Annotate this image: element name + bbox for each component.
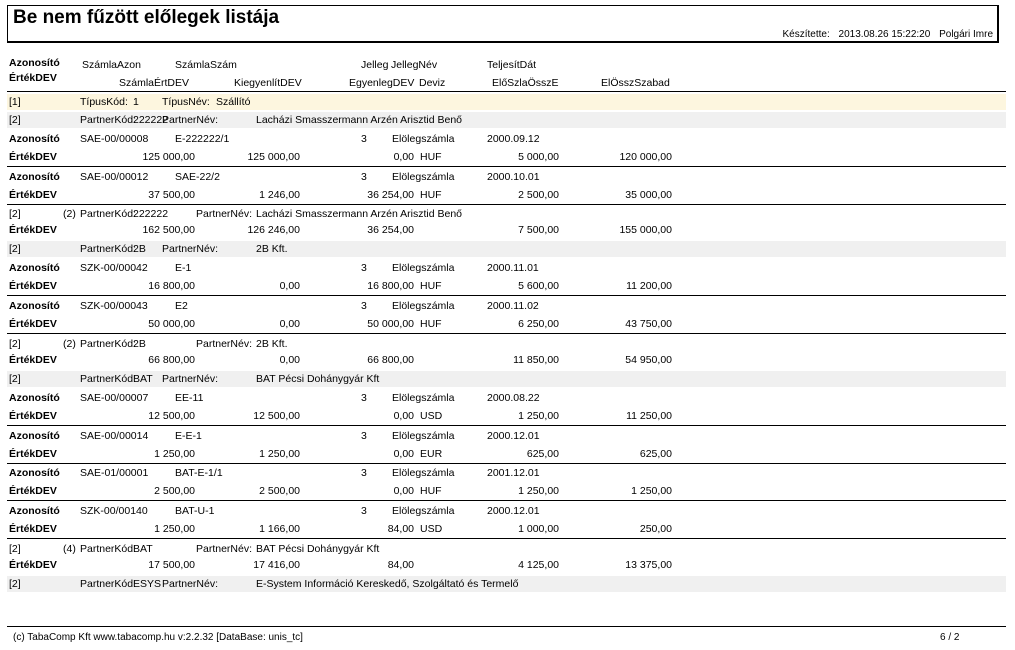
col-header-szamlaazon: SzámlaAzon bbox=[82, 59, 141, 71]
invoice-value: 1 250,00 bbox=[154, 522, 195, 535]
fulfilment-date: 2000.08.22 bbox=[487, 391, 540, 404]
invoice-value: 1 250,00 bbox=[154, 447, 195, 460]
type-name: Elölegszámla bbox=[392, 300, 455, 313]
subtotal-balance-value: 84,00 bbox=[387, 558, 414, 571]
row-separator bbox=[7, 295, 1006, 296]
subtotal-name-label: PartnerNév: bbox=[196, 542, 253, 555]
subtotal-name-label: PartnerNév: bbox=[196, 337, 253, 350]
invoice-id: SZK-00/00042 bbox=[80, 262, 148, 275]
balance-value: 16 800,00 bbox=[367, 280, 414, 293]
currency: HUF bbox=[420, 485, 442, 498]
advance-total: 1 000,00 bbox=[518, 522, 559, 535]
free-amount: 11 250,00 bbox=[626, 409, 672, 422]
group-name-value: 2B Kft. bbox=[256, 243, 288, 256]
type-code: 3 bbox=[361, 504, 367, 517]
group-header-band bbox=[7, 94, 1006, 110]
invoice-id: SAE-00/00008 bbox=[80, 133, 149, 145]
free-amount: 625,00 bbox=[639, 447, 672, 460]
row-label-azonosito: Azonosító bbox=[9, 429, 60, 442]
subtotal-balance-value: 66 800,00 bbox=[367, 353, 414, 366]
advance-total: 5 000,00 bbox=[518, 151, 559, 163]
subtotal-advance-total: 7 500,00 bbox=[518, 224, 559, 237]
group-key-label: PartnerKód: bbox=[80, 372, 137, 385]
row-separator bbox=[7, 425, 1006, 426]
created-by: Polgári Imre bbox=[939, 29, 993, 40]
subtotal-level: [2] bbox=[9, 542, 21, 555]
type-name: Elölegszámla bbox=[392, 133, 455, 145]
group-key-value: 1 bbox=[133, 96, 139, 108]
col-header-jelleg: Jelleg bbox=[361, 59, 389, 71]
type-code: 3 bbox=[361, 262, 367, 275]
balance-value: 0,00 bbox=[393, 485, 414, 498]
col-header-jellegnev: JellegNév bbox=[391, 59, 438, 71]
subtotal-settled-value: 0,00 bbox=[279, 353, 300, 366]
row-label-azonosito: Azonosító bbox=[9, 170, 60, 183]
subtotal-invoice-value: 162 500,00 bbox=[142, 224, 195, 237]
settled-value: 1 166,00 bbox=[259, 522, 300, 535]
invoice-value: 12 500,00 bbox=[148, 409, 195, 422]
row-label-ertekdev: ÉrtékDEV bbox=[9, 280, 57, 293]
subtotal-settled-value: 126 246,00 bbox=[247, 224, 300, 237]
invoice-number: SAE-22/2 bbox=[175, 170, 220, 183]
subtotal-label-ertekdev: ÉrtékDEV bbox=[9, 353, 57, 366]
col-header-szamlaszam: SzámlaSzám bbox=[175, 59, 237, 71]
subtotal-invoice-value: 66 800,00 bbox=[148, 353, 195, 366]
col-header-deviz: Deviz bbox=[419, 77, 446, 89]
group-key-value: 222222 bbox=[133, 114, 169, 126]
advance-total: 5 600,00 bbox=[518, 280, 559, 293]
settled-value: 0,00 bbox=[279, 280, 300, 293]
currency: HUF bbox=[420, 280, 442, 293]
group-name-label: PartnerNév: bbox=[162, 372, 219, 385]
type-name: Elölegszámla bbox=[392, 504, 455, 517]
subtotal-count: (4) bbox=[63, 542, 76, 555]
partner-header-band bbox=[7, 241, 1006, 257]
created-label: Készítette: bbox=[782, 29, 830, 40]
row-label-azonosito: Azonosító bbox=[9, 467, 60, 480]
fulfilment-date: 2000.09.12 bbox=[487, 133, 540, 145]
partner-header-band bbox=[7, 371, 1006, 387]
group-level: [2] bbox=[9, 372, 21, 385]
group-name-value: Lacházi Smasszermann Arzén Arisztid Benő bbox=[256, 114, 463, 126]
subtotal-key-label: PartnerKód: bbox=[80, 208, 137, 221]
subtotal-free-amount: 54 950,00 bbox=[625, 353, 672, 366]
advance-total: 625,00 bbox=[526, 447, 559, 460]
invoice-id: SZK-00/00140 bbox=[80, 504, 148, 517]
type-code: 3 bbox=[361, 133, 367, 145]
subtotal-count: (2) bbox=[63, 337, 76, 350]
settled-value: 1 246,00 bbox=[259, 188, 300, 201]
type-name: Elölegszámla bbox=[392, 429, 455, 442]
invoice-value: 37 500,00 bbox=[148, 188, 195, 201]
fulfilment-date: 2001.12.01 bbox=[487, 467, 540, 480]
group-level: [1] bbox=[9, 96, 21, 108]
currency: HUF bbox=[420, 318, 442, 331]
subtotal-name-label: PartnerNév: bbox=[196, 208, 253, 221]
balance-value: 0,00 bbox=[393, 409, 414, 422]
row-label-azonosito: Azonosító bbox=[9, 391, 60, 404]
group-key-label: PartnerKód: bbox=[80, 114, 137, 126]
advance-total: 1 250,00 bbox=[518, 485, 559, 498]
group-name-value: E-System Információ Kereskedő, Szolgáltató és Termelő bbox=[256, 577, 519, 590]
subtotal-invoice-value: 17 500,00 bbox=[148, 558, 195, 571]
advance-total: 6 250,00 bbox=[518, 318, 559, 331]
row-separator bbox=[7, 333, 1006, 334]
settled-value: 1 250,00 bbox=[259, 447, 300, 460]
invoice-number: E2 bbox=[175, 300, 188, 313]
group-name-label: PartnerNév: bbox=[162, 243, 219, 256]
header-separator bbox=[7, 91, 1006, 92]
type-name: Elölegszámla bbox=[392, 262, 455, 275]
subtotal-level: [2] bbox=[9, 208, 21, 221]
invoice-number: BAT-E-1/1 bbox=[175, 467, 223, 480]
col-header-egyenlegdev: EgyenlegDEV bbox=[349, 77, 415, 89]
row-label-ertekdev: ÉrtékDEV bbox=[9, 188, 57, 201]
invoice-id: SAE-00/00014 bbox=[80, 429, 149, 442]
invoice-number: E-222222/1 bbox=[175, 133, 230, 145]
advance-total: 1 250,00 bbox=[518, 409, 559, 422]
col-header-azonosito: Azonosító bbox=[9, 57, 60, 69]
advance-total: 2 500,00 bbox=[518, 188, 559, 201]
type-code: 3 bbox=[361, 170, 367, 183]
group-level: [2] bbox=[9, 243, 21, 256]
invoice-value: 2 500,00 bbox=[154, 485, 195, 498]
subtotal-key-value: 222222 bbox=[133, 208, 169, 221]
invoice-id: SAE-00/00012 bbox=[80, 170, 149, 183]
free-amount: 35 000,00 bbox=[625, 188, 672, 201]
subtotal-name-value: 2B Kft. bbox=[256, 337, 288, 350]
subtotal-free-amount: 155 000,00 bbox=[619, 224, 672, 237]
type-name: Elölegszámla bbox=[392, 170, 455, 183]
free-amount: 250,00 bbox=[639, 522, 672, 535]
balance-value: 84,00 bbox=[387, 522, 414, 535]
row-label-ertekdev: ÉrtékDEV bbox=[9, 409, 57, 422]
row-separator bbox=[7, 463, 1006, 464]
type-code: 3 bbox=[361, 391, 367, 404]
footer-separator bbox=[7, 626, 1006, 627]
type-name: Elölegszámla bbox=[392, 391, 455, 404]
currency: HUF bbox=[420, 188, 442, 201]
settled-value: 125 000,00 bbox=[247, 151, 300, 163]
invoice-value: 125 000,00 bbox=[142, 151, 195, 163]
subtotal-key-label: PartnerKód: bbox=[80, 542, 137, 555]
invoice-value: 16 800,00 bbox=[148, 280, 195, 293]
subtotal-free-amount: 13 375,00 bbox=[625, 558, 672, 571]
group-name-label: TípusNév: bbox=[162, 96, 210, 108]
group-name-label: PartnerNév: bbox=[162, 577, 219, 590]
group-level: [2] bbox=[9, 577, 21, 590]
group-key-label: TípusKód: bbox=[80, 96, 128, 108]
footer-copyright: (c) TabaComp Kft www.tabacomp.hu v:2.2.32 [DataBase: unis_tc] bbox=[13, 632, 303, 643]
group-name-value: BAT Pécsi Dohánygyár Kft bbox=[256, 372, 380, 385]
type-code: 3 bbox=[361, 467, 367, 480]
free-amount: 11 200,00 bbox=[626, 280, 672, 293]
row-label-ertekdev: ÉrtékDEV bbox=[9, 485, 57, 498]
settled-value: 12 500,00 bbox=[253, 409, 300, 422]
settled-value: 0,00 bbox=[279, 318, 300, 331]
invoice-value: 50 000,00 bbox=[148, 318, 195, 331]
row-label-azonosito: Azonosító bbox=[9, 133, 60, 145]
free-amount: 120 000,00 bbox=[619, 151, 672, 163]
group-key-label: PartnerKód: bbox=[80, 243, 137, 256]
fulfilment-date: 2000.10.01 bbox=[487, 170, 540, 183]
row-separator bbox=[7, 166, 1006, 167]
fulfilment-date: 2000.11.01 bbox=[487, 262, 539, 275]
row-separator bbox=[7, 538, 1006, 539]
row-label-ertekdev: ÉrtékDEV bbox=[9, 447, 57, 460]
group-key-value: 2B bbox=[133, 243, 146, 256]
invoice-id: SAE-00/00007 bbox=[80, 391, 149, 404]
currency: USD bbox=[420, 522, 443, 535]
subtotal-advance-total: 4 125,00 bbox=[518, 558, 559, 571]
type-name: Elölegszámla bbox=[392, 467, 455, 480]
invoice-id: SAE-01/00001 bbox=[80, 467, 149, 480]
type-code: 3 bbox=[361, 429, 367, 442]
balance-value: 0,00 bbox=[393, 447, 414, 460]
group-key-label: PartnerKód: bbox=[80, 577, 137, 590]
group-name-label: PartnerNév: bbox=[162, 114, 219, 126]
invoice-number: EE-11 bbox=[175, 391, 204, 404]
group-key-value: ESYS bbox=[133, 577, 162, 590]
row-label-azonosito: Azonosító bbox=[9, 504, 60, 517]
subtotal-label-ertekdev: ÉrtékDEV bbox=[9, 558, 57, 571]
fulfilment-date: 2000.12.01 bbox=[487, 504, 540, 517]
invoice-number: BAT-U-1 bbox=[175, 504, 215, 517]
row-separator bbox=[7, 204, 1006, 205]
report-stamp bbox=[777, 29, 993, 40]
subtotal-name-value: Lacházi Smasszermann Arzén Arisztid Benő bbox=[256, 208, 463, 221]
subtotal-label-ertekdev: ÉrtékDEV bbox=[9, 224, 57, 237]
row-label-ertekdev: ÉrtékDEV bbox=[9, 522, 57, 535]
row-label-ertekdev: ÉrtékDEV bbox=[9, 151, 57, 163]
col-header-eloszlaossze: ElőSzlaÖsszE bbox=[492, 77, 559, 89]
free-amount: 43 750,00 bbox=[625, 318, 672, 331]
col-header-szamlaertdev: SzámlaÉrtDEV bbox=[119, 77, 190, 89]
subtotal-key-label: PartnerKód: bbox=[80, 337, 137, 350]
created-at: 2013.08.26 15:22:20 bbox=[838, 29, 931, 40]
currency: EUR bbox=[420, 447, 443, 460]
invoice-number: E-E-1 bbox=[175, 429, 202, 442]
row-separator bbox=[7, 500, 1006, 501]
row-label-azonosito: Azonosító bbox=[9, 262, 60, 275]
fulfilment-date: 2000.12.01 bbox=[487, 429, 540, 442]
group-level: [2] bbox=[9, 114, 21, 126]
subtotal-key-value: 2B bbox=[133, 337, 146, 350]
free-amount: 1 250,00 bbox=[631, 485, 672, 498]
group-name-value: Szállító bbox=[216, 96, 251, 108]
invoice-id: SZK-00/00043 bbox=[80, 300, 148, 313]
subtotal-name-value: BAT Pécsi Dohánygyár Kft bbox=[256, 542, 380, 555]
fulfilment-date: 2000.11.02 bbox=[487, 300, 539, 313]
row-label-ertekdev: ÉrtékDEV bbox=[9, 318, 57, 331]
invoice-number: E-1 bbox=[175, 262, 192, 275]
col-header-ertekdev: ÉrtékDEV bbox=[9, 72, 57, 84]
type-code: 3 bbox=[361, 300, 367, 313]
row-label-azonosito: Azonosító bbox=[9, 300, 60, 313]
col-header-kiegyenlitdev: KiegyenlítDEV bbox=[234, 77, 302, 89]
subtotal-advance-total: 11 850,00 bbox=[513, 353, 559, 366]
subtotal-count: (2) bbox=[63, 208, 76, 221]
subtotal-balance-value: 36 254,00 bbox=[367, 224, 414, 237]
settled-value: 2 500,00 bbox=[259, 485, 300, 498]
balance-value: 0,00 bbox=[393, 151, 414, 163]
col-header-teljesitdat: TeljesítDát bbox=[487, 59, 537, 71]
currency: USD bbox=[420, 409, 443, 422]
balance-value: 36 254,00 bbox=[367, 188, 414, 201]
currency: HUF bbox=[420, 151, 442, 163]
balance-value: 50 000,00 bbox=[367, 318, 414, 331]
col-header-elosszszabad: ElÖsszSzabad bbox=[601, 77, 670, 89]
footer-page-number: 6 / 2 bbox=[940, 632, 960, 643]
subtotal-level: [2] bbox=[9, 337, 21, 350]
subtotal-key-value: BAT bbox=[133, 542, 153, 555]
group-key-value: BAT bbox=[133, 372, 153, 385]
report-title: Be nem fűzött előlegek listája bbox=[13, 7, 280, 28]
subtotal-settled-value: 17 416,00 bbox=[253, 558, 300, 571]
